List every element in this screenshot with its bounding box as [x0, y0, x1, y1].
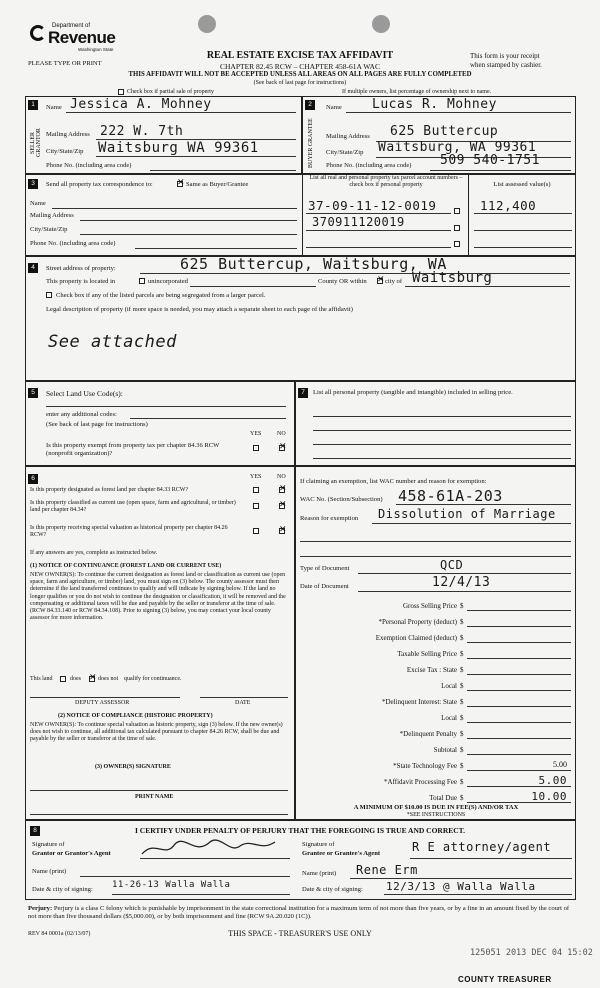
fee-label-excise-state: Excise Tax : State	[406, 666, 457, 674]
seller-mailing-label: Mailing Address	[46, 131, 90, 138]
fee-label-interest-state: *Delinquent Interest: State	[381, 698, 457, 706]
buyer-city-value[interactable]: Waitsburg, WA 99361	[378, 140, 537, 155]
grantee-name-label: Name (print)	[302, 870, 337, 877]
unincorporated-label: unincorporated	[148, 278, 188, 285]
see-instructions-note: *SEE INSTRUCTIONS	[406, 812, 466, 818]
treasurer-stamp: 125051 2013 DEC 04 15:02	[470, 948, 593, 958]
current-use-no-checkbox[interactable]	[279, 503, 285, 509]
grantee-signature[interactable]: R E attorney/agent	[412, 840, 552, 854]
buyer-mailing-label: Mailing Address	[326, 133, 370, 140]
doc-type-value[interactable]: QCD	[440, 558, 464, 572]
section-3-number: 3	[28, 179, 38, 189]
current-use-yes-checkbox[interactable]	[253, 503, 259, 509]
exempt-question: Is this property exempt from property tax per chapter 84.36 RCW (nonprofit organization)?	[46, 442, 220, 457]
grantee-date-value[interactable]: 12/3/13 @ Walla Walla	[386, 880, 536, 893]
s6-yes-header: YES	[250, 474, 262, 480]
grantor-sig-label2: Grantor or Grantor's Agent	[32, 850, 111, 857]
section-8-number: 8	[30, 826, 40, 836]
parcel-number-2[interactable]: 370911120019	[312, 215, 405, 229]
city-of-label: city of	[385, 278, 403, 285]
s3-phone-label: Phone No. (including area code)	[30, 240, 116, 247]
perjury-bold: Perjury:	[28, 905, 53, 912]
multiple-owners-note: If multiple owners, list percentage of ownership next to name.	[342, 89, 492, 95]
doc-date-label: Date of Document	[300, 583, 349, 590]
seller-name-value[interactable]: Jessica A. Mohney	[70, 97, 212, 112]
parcel-2-personal-checkbox[interactable]	[454, 225, 460, 231]
grantee-sig-label1: Signature of	[302, 841, 335, 848]
s3-name-label: Name	[30, 200, 46, 207]
fee-label-penalty: *Delinquent Penalty	[399, 730, 457, 738]
additional-codes-label: enter any additional codes:	[46, 411, 117, 418]
historic-no-checkbox[interactable]	[279, 528, 285, 534]
agency-top: Department of	[52, 23, 91, 29]
land-use-instructions: (See back of last page for instructions)	[46, 421, 148, 428]
agency-name: Revenue	[48, 28, 116, 47]
minimum-fee-note: A MINIMUM OF $10.00 IS DUE IN FEE(S) AND/OR TAX	[353, 804, 519, 811]
legal-description-label: Legal description of property (if more space is needed, you may attach a separate sheet to each page of the affidavit)	[46, 306, 353, 313]
section-1-number: 1	[28, 100, 38, 110]
grantee-date-label: Date & city of signing:	[302, 886, 363, 893]
warning-text: THIS AFFIDAVIT WILL NOT BE ACCEPTED UNLESS ALL AREAS ON ALL PAGES ARE FULLY COMPLETED	[128, 71, 472, 78]
section-4-number: 4	[28, 263, 38, 273]
segregated-label: Check box if any of the listed parcels are being segregated from a larger parcel.	[56, 292, 266, 299]
exempt-no-checkbox[interactable]	[279, 445, 285, 451]
parcel-number-1[interactable]: 37-09-11-12-0019	[308, 198, 437, 213]
same-as-buyer-checkbox[interactable]	[177, 181, 183, 187]
owner-signature-label: (3) OWNER(S) SIGNATURE	[95, 764, 171, 770]
grantee-name-value[interactable]: Rene Erm	[356, 863, 418, 877]
certify-statement: I CERTIFY UNDER PENALTY OF PERJURY THAT THE FOREGOING IS TRUE AND CORRECT.	[134, 826, 465, 835]
county-within-label: County OR within	[318, 278, 367, 285]
parcel-header: List all real and personal property tax parcel account numbers – check box if personal property	[309, 175, 463, 188]
historic-yes-checkbox[interactable]	[253, 528, 259, 534]
buyer-phone-value[interactable]: 509 540-1751	[440, 153, 540, 168]
s3-city-label: City/State/Zip	[30, 226, 68, 233]
wac-value[interactable]: 458-61A-203	[398, 487, 503, 505]
land-use-label: Select Land Use Code(s):	[46, 389, 123, 398]
does-not-label: does not	[98, 676, 119, 682]
buyer-name-label: Name	[326, 104, 342, 111]
city-value[interactable]: Waitsburg	[412, 270, 493, 286]
notice-continuance-text: NEW OWNER(S): To continue the current designation as forest land or classification as current use (open space, farm and agriculture, or timber) land, you must sign on (3) below. The county assessor must then determine if the land transferred continues to qualify and will indicate by signing below. If the land no longer qualifies or you do not wish to continue the designation or classification, it will be removed and the compensating or additional taxes will be due and payable by the seller or transferor at the time of sale. (RCW 84.33.140 or RCW 84.34.108). Prior to signing (3) below, you may contact your local county assessor for more information.	[30, 572, 286, 622]
fee-label-subtotal: Subtotal	[433, 746, 457, 754]
rev-number: REV 84 0001a (02/13/07)	[28, 931, 91, 937]
parcel-1-personal-checkbox[interactable]	[454, 208, 460, 214]
send-correspondence-label: Send all property tax correspondence to:	[46, 181, 153, 188]
fee-label-technology: *State Technology Fee	[393, 762, 457, 770]
perjury-text: Perjury is a class C felony which is punishable by imprisonment in the state correctional institution for a maximum term of not more than five years, or by a fine in an amount fixed by the court of not more than five thousand dollars ($5,000.00), or by both imprisonment and fine (RCW 9A.20.020 (1C)).	[28, 905, 570, 920]
historic-question: Is this property receiving special valuation as historical property per chapter 84.26 RCW?	[30, 525, 228, 538]
receipt-line2: when stamped by cashier.	[470, 61, 542, 69]
punch-hole-left	[198, 15, 216, 33]
s5-no-header: NO	[277, 431, 286, 437]
perjury-statement	[28, 905, 576, 921]
buyer-mailing-value[interactable]: 625 Buttercup	[390, 124, 499, 139]
does-label: does	[70, 676, 81, 682]
county-treasurer-label: COUNTY TREASURER	[458, 975, 552, 984]
fee-label-total: Total Due	[429, 794, 457, 802]
partial-sale-checkbox[interactable]	[118, 89, 124, 95]
located-in-label: This property is located in	[46, 278, 116, 285]
grantor-signature	[140, 834, 290, 862]
exempt-yes-checkbox[interactable]	[253, 445, 259, 451]
section-5-number: 5	[28, 388, 38, 398]
forest-yes-checkbox[interactable]	[253, 487, 259, 493]
fee-value-technology[interactable]: 5.00	[553, 760, 567, 769]
fee-value-total[interactable]: 10.00	[531, 790, 567, 803]
s6-no-header: NO	[277, 474, 286, 480]
segregated-checkbox[interactable]	[46, 292, 52, 298]
form-title: REAL ESTATE EXCISE TAX AFFIDAVIT	[206, 50, 394, 61]
deputy-date-label: DATE	[235, 700, 251, 706]
fee-value-processing[interactable]: 5.00	[538, 774, 567, 787]
deputy-assessor-label: DEPUTY ASSESSOR	[75, 700, 130, 706]
fee-label-exemption: Exemption Claimed (deduct)	[375, 634, 457, 642]
seller-side-label: SELLER GRANTOR	[30, 128, 42, 158]
assessed-value-1[interactable]: 112,400	[480, 198, 537, 213]
personal-property-label: List all personal property (tangible and intangible) included in selling price.	[313, 389, 513, 396]
treasurer-space: THIS SPACE - TREASURER'S USE ONLY	[228, 929, 372, 938]
seller-name-label: Name	[46, 104, 62, 111]
legal-description-value[interactable]: See attached	[48, 332, 177, 352]
seller-phone-label: Phone No. (including area code)	[46, 162, 132, 169]
same-as-buyer-label: Same as Buyer/Grantee	[186, 181, 249, 188]
buyer-phone-label: Phone No. (including area code)	[326, 162, 412, 169]
seller-city-label: City/State/Zip	[46, 148, 84, 155]
buyer-name-value[interactable]: Lucas R. Mohney	[372, 97, 497, 112]
fee-label-processing: *Affidavit Processing Fee	[384, 778, 457, 786]
exemption-label: If claiming an exemption, list WAC number and reason for exemption:	[300, 478, 487, 485]
forest-land-question: Is this property designated as forest land per chapter 84.33 RCW?	[30, 487, 189, 493]
street-address-value[interactable]: 625 Buttercup, Waitsburg, WA	[180, 255, 447, 273]
s5-yes-header: YES	[250, 431, 262, 437]
agency-state: Washington State	[78, 47, 114, 52]
parcel-3-personal-checkbox[interactable]	[454, 241, 460, 247]
city-of-checkbox[interactable]	[377, 278, 383, 284]
section-4-box	[25, 256, 576, 381]
grantor-sig-label1: Signature of	[32, 841, 65, 848]
print-name-label: PRINT NAME	[135, 794, 174, 800]
notice-compliance-text: NEW OWNER(S): To continue special valuation as historic property, sign (3) below. If the new owner(s) does not wish to continue, all additional tax calculated pursuant to chapter 84.26 RCW, shall be due and payable by the seller or transferor at the time of sale.	[30, 722, 283, 743]
fee-label-excise-local: Local	[441, 682, 457, 690]
doc-date-value[interactable]: 12/4/13	[432, 575, 491, 590]
grantor-date-label: Date & city of signing:	[32, 886, 93, 893]
buyer-city-label: City/State/Zip	[326, 149, 364, 156]
fee-dollar: $	[460, 602, 464, 610]
fee-label-gross: Gross Selling Price	[402, 602, 457, 610]
unincorporated-checkbox[interactable]	[139, 278, 145, 284]
section-6-number: 6	[28, 474, 38, 484]
logo-swoosh-icon	[30, 25, 46, 41]
forest-no-checkbox[interactable]	[279, 487, 285, 493]
receipt-line1: This form is your receipt	[470, 52, 540, 60]
partial-sale-label: Check box if partial sale of property	[127, 89, 214, 95]
reason-value[interactable]: Dissolution of Marriage	[378, 507, 556, 521]
seller-mailing-value[interactable]: 222 W. 7th	[100, 124, 184, 139]
fee-label-personal: *Personal Property (deduct)	[378, 618, 457, 626]
wac-label: WAC No. (Section/Subsection)	[300, 496, 383, 503]
grantor-date-value[interactable]: 11-26-13 Walla Walla	[112, 880, 231, 890]
please-type: PLEASE TYPE OR PRINT	[28, 60, 102, 67]
section-7-number: 7	[298, 388, 308, 398]
s3-mailing-label: Mailing Address	[30, 212, 74, 219]
notice-compliance-title: (2) NOTICE OF COMPLIANCE (HISTORIC PROPERTY)	[58, 713, 213, 719]
does-qualify-checkbox[interactable]	[60, 676, 66, 682]
fee-label-interest-local: Local	[441, 714, 457, 722]
street-address-label: Street address of property:	[46, 265, 116, 272]
section-2-number: 2	[305, 100, 315, 110]
doc-type-label: Type of Document	[300, 565, 350, 572]
reason-label: Reason for exemption	[300, 515, 359, 522]
current-use-question: Is this property classified as current use (open space, farm and agricultural, or timber) land per chapter 84.34?	[30, 500, 236, 513]
assessed-header: List assessed value(s)	[493, 181, 551, 188]
buyer-side-label: BUYER GRANTEE	[308, 118, 314, 168]
this-land-label: This land	[30, 676, 53, 682]
punch-hole-right	[372, 15, 390, 33]
grantor-name-label: Name (print)	[32, 868, 67, 875]
fee-label-taxable: Taxable Selling Price	[397, 650, 457, 658]
notice-continuance-title: (1) NOTICE OF CONTINUANCE (FOREST LAND OR CURRENT USE)	[30, 563, 222, 569]
qualify-label: qualify for continuance.	[124, 676, 182, 682]
see-back-instructions: (See back of last page for instructions)	[253, 80, 347, 86]
form-chapter: CHAPTER 82.45 RCW – CHAPTER 458-61A WAC	[220, 62, 380, 71]
grantee-sig-label2: Grantee or Grantee's Agent	[302, 850, 381, 857]
any-yes-instruction: If any answers are yes, complete as instructed below.	[30, 550, 158, 556]
does-not-qualify-checkbox[interactable]	[89, 676, 95, 682]
seller-city-value[interactable]: Waitsburg WA 99361	[98, 140, 259, 156]
